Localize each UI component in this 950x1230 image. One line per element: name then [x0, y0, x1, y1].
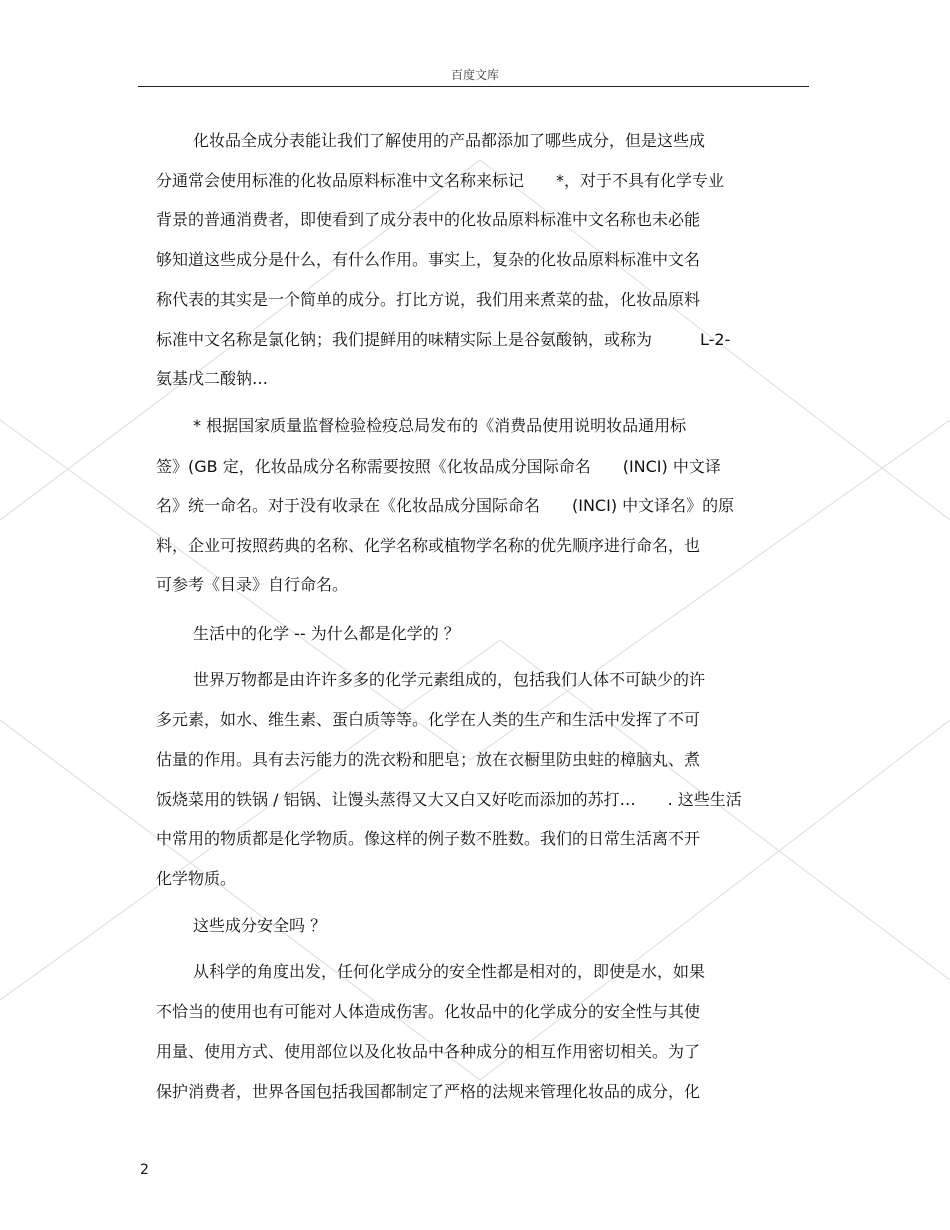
header-divider: [138, 86, 809, 87]
body-line: 从科学的角度出发，任何化学成分的安全性都是相对的，即使是水，如果: [193, 962, 706, 981]
body-line: 不恰当的使用也有可能对人体造成伤害。化妆品中的化学成分的安全性与其使: [156, 1002, 701, 1021]
body-line: 多元素，如水、维生素、蛋白质等等。化学在人类的生产和生活中发挥了不可: [156, 710, 701, 729]
body-line: 中常用的物质都是化学物质。像这样的例子数不胜数。我们的日常生活离不开: [156, 829, 701, 848]
body-line: 氨基戊二酸钠…: [156, 369, 269, 388]
body-line: 标准中文名称是氯化钠；我们提鲜用的味精实际上是谷氨酸钠，或称为 L-2-: [156, 330, 731, 349]
body-line: 背景的普通消费者，即使看到了成分表中的化妆品原料标准中文名称也未必能: [156, 210, 701, 229]
footnote-line: 料，企业可按照药典的名称、化学名称或植物学名称的优先顺序进行命名，也: [156, 536, 701, 555]
footnote-line: 可参考《目录》自行命名。: [156, 575, 349, 594]
body-line: 称代表的其实是一个简单的成分。打比方说，我们用来煮菜的盐，化妆品原料: [156, 290, 701, 309]
body-line: 用量、使用方式、使用部位以及化妆品中各种成分的相互作用密切相关。为了: [156, 1042, 701, 1061]
section-heading: 生活中的化学 -- 为什么都是化学的 ？: [193, 624, 460, 643]
body-line: 化学物质。: [156, 869, 237, 888]
body-line: 分通常会使用标准的化妆品原料标准中文名称来标记 *，对于不具有化学专业: [156, 171, 725, 190]
body-line: 饭烧菜用的铁锅 / 铝锅、让馒头蒸得又大又白又好吃而添加的苏打… . 这些生活: [156, 790, 742, 809]
footnote-line: 签》(GB 定，化妆品成分名称需要按照《化妆品成分国际命名 (INCI) 中文译: [156, 457, 721, 476]
header-title: 百度文库: [450, 68, 499, 82]
body-line: 保护消费者，世界各国包括我国都制定了严格的法规来管理化妆品的成分，化: [156, 1082, 701, 1101]
footnote-line: 名》统一命名。对于没有收录在《化妆品成分国际命名 (INCI) 中文译名》的原: [156, 496, 735, 515]
body-line: 世界万物都是由许许多多的化学元素组成的，包括我们人体不可缺少的许: [193, 670, 706, 689]
page-number: 2: [140, 1162, 149, 1178]
body-line: 估量的作用。具有去污能力的洗衣粉和肥皂；放在衣橱里防虫蛀的樟脑丸、煮: [156, 750, 701, 769]
body-line: 够知道这些成分是什么，有什么作用。事实上，复杂的化妆品原料标准中文名: [156, 250, 701, 269]
body-line: 化妆品全成分表能让我们了解使用的产品都添加了哪些成分，但是这些成: [193, 131, 706, 150]
footnote-line: * 根据国家质量监督检验检疫总局发布的《消费品使用说明妆品通用标: [193, 416, 687, 435]
section-heading: 这些成分安全吗 ？: [193, 916, 327, 935]
